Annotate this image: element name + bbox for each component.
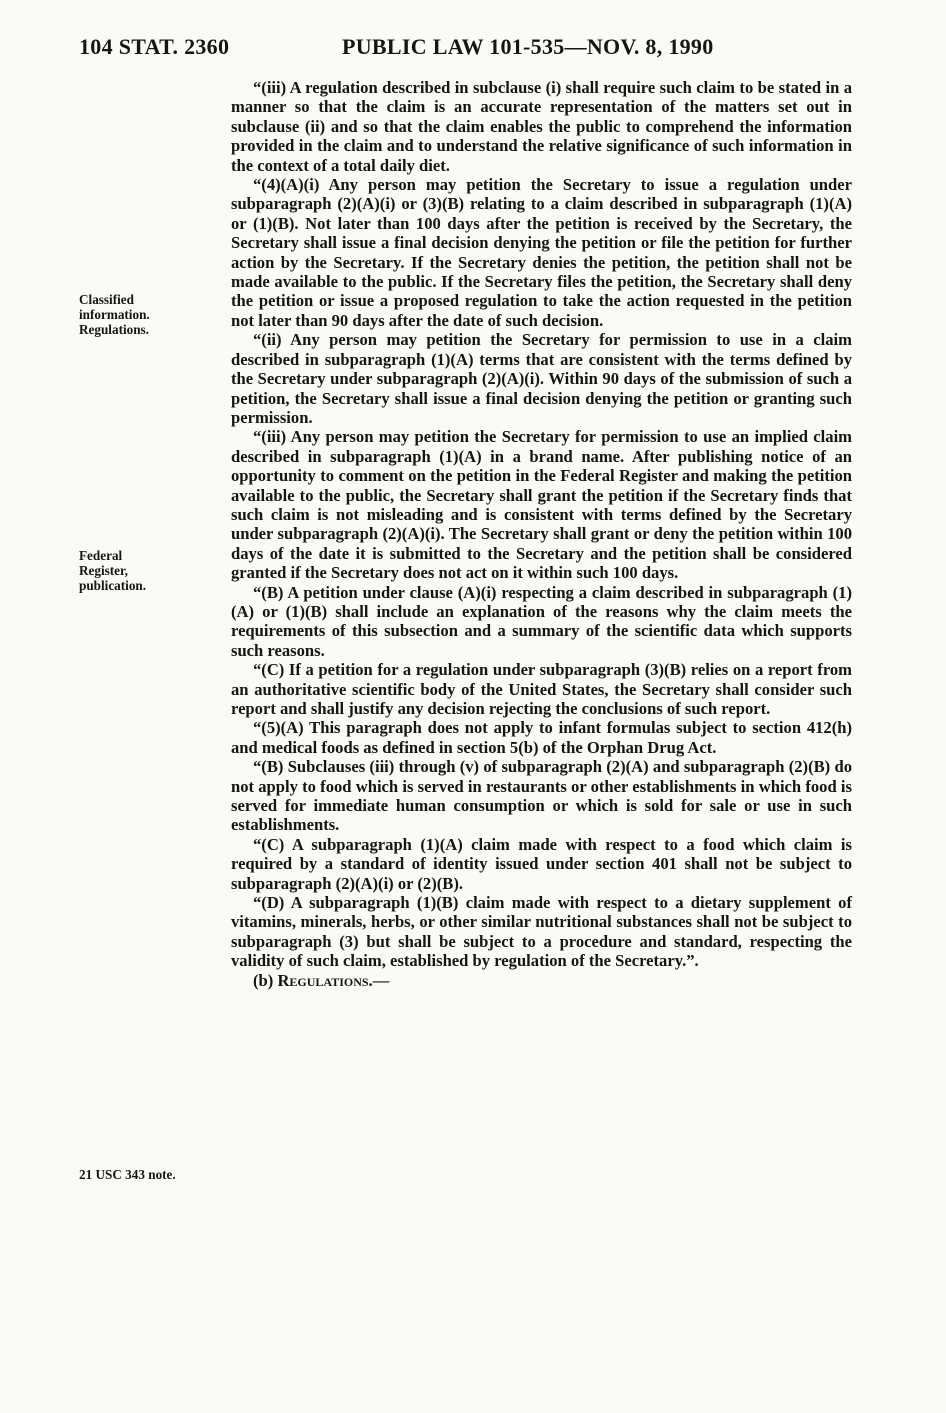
section-b-heading: Regulations.— xyxy=(277,970,390,990)
stat-page-number: 104 STAT. 2360 xyxy=(79,34,230,59)
paragraph-5-c: “(C) A subparagraph (1)(A) claim made with respect to a food which claim is required by a standard of identity issued under section 401 shall not be subject to subparagraph (2)(A)(i) or (2)(B). xyxy=(231,834,852,893)
section-b-heading-line xyxy=(231,971,852,990)
public-law-title: PUBLIC LAW 101-535—NOV. 8, 1990 xyxy=(342,34,714,59)
paragraph-iii-implied-claim: “(iii) Any person may petition the Secretary for permission to use an implied claim described in subparagraph (1)(A) in a brand name. After publishing notice of an opportunity to comment on the petition in the Federal Register and making the petition available to the public, the Secretary shall grant the petition if the Secretary finds that such claim is not misleading and is consistent with terms defined by the Secretary under subparagraph (2)(A)(i). The Secretary shall grant or deny the petition within 100 days of the date it is submitted to the Secretary and the petition shall be considered granted if the Secretary does not act on it within such 100 days. xyxy=(231,427,852,583)
paragraph-b-petition: “(B) A petition under clause (A)(i) respecting a claim described in subparagraph (1)(A) or (1)(B) shall include an explanation of the reasons why the claim meets the requirements of this subsection and a summary of the scientific data which supports such reasons. xyxy=(231,582,852,660)
paragraph-4-a-i: “(4)(A)(i) Any person may petition the Secretary to issue a regulation under subparagraph (2)(A)(i) or (3)(B) relating to a claim described in subparagraph (1)(A) or (1)(B). Not later than 100 days after the petition is received by the Secretary, the Secretary shall issue a final decision denying the petition or file the petition for further action by the Secretary. If the Secretary denies the petition, the petition shall not be made available to the public. If the Secretary files the petition, the Secretary shall deny the petition or issue a proposed regulation to take the action requested in the petition not later than 90 days after the date of such decision. xyxy=(231,175,852,330)
paragraph-c-report: “(C) If a petition for a regulation under subparagraph (3)(B) relies on a report from an authoritative scientific body of the United States, the Secretary shall consider such report and shall justify any decision rejecting the conclusions of such report. xyxy=(231,660,852,718)
page-header xyxy=(79,34,879,64)
margin-note-line: publication. xyxy=(79,578,147,594)
margin-note-line: 21 USC 343 note. xyxy=(79,1167,176,1182)
margin-note-line: Register, xyxy=(79,563,128,579)
margin-note-federal-register xyxy=(79,548,199,594)
margin-note-line: Classified xyxy=(79,292,134,307)
margin-note-line: information. xyxy=(79,307,150,323)
paragraph-5-d: “(D) A subparagraph (1)(B) claim made with respect to a dietary supplement of vitamins, minerals, herbs, or other similar nutritional substances shall not be subject to subparagraph (3) but shall be subject to a procedure and standard, respecting the validity of such claim, established by regulation of the Secretary.”. xyxy=(231,893,852,971)
paragraph-ii-permission: “(ii) Any person may petition the Secretary for permission to use in a claim described in subparagraph (1)(A) terms that are consistent with the terms defined by the Secretary under subparagraph (2)(A)(i). Within 90 days of the submission of such a petition, the Secretary shall issue a final decision denying the petition or granting such permission. xyxy=(231,330,852,427)
margin-note-usc xyxy=(79,1167,219,1182)
paragraph-5-a: “(5)(A) This paragraph does not apply to infant formulas subject to section 412(h) and medical foods as defined in section 5(b) of the Orphan Drug Act. xyxy=(231,718,852,757)
margin-note-line: Federal xyxy=(79,548,123,563)
margin-note-classified xyxy=(79,292,199,338)
statute-body xyxy=(231,78,852,990)
paragraph-5-b: “(B) Subclauses (iii) through (v) of subparagraph (2)(A) and subparagraph (2)(B) do not apply to food which is served in restaurants or other establishments in which food is served for immediate human consumption or which is sold for sale or use in such establishments. xyxy=(231,757,852,835)
margin-note-line: Regulations. xyxy=(79,322,149,338)
paragraph-iii-regulation: “(iii) A regulation described in subclause (i) shall require such claim to be stated in a manner so that the claim is an accurate representation of the matters set out in subclause (ii) and so that the claim enables the public to comprehend the information provided in the claim and to understand the relative significance of such information in the context of a total daily diet. xyxy=(231,78,852,175)
section-b-prefix: (b) xyxy=(253,970,278,990)
